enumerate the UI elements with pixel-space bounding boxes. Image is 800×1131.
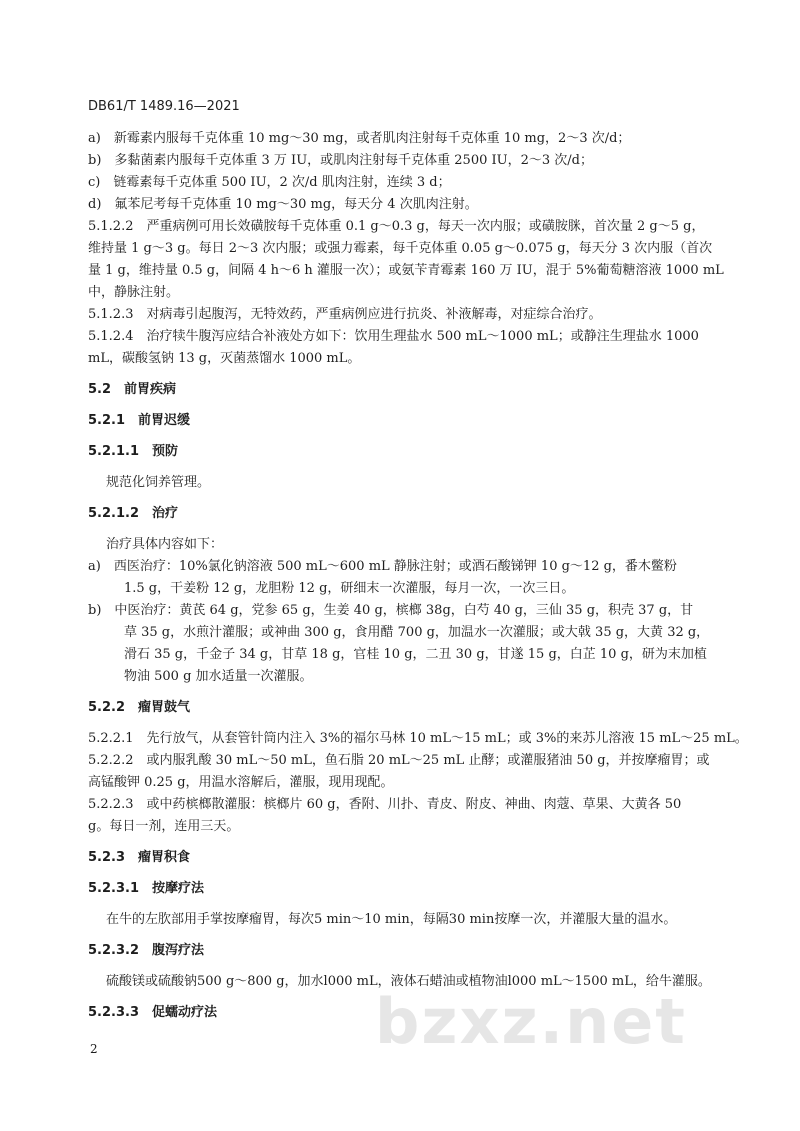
list-item-b-cont: 草 35 g，水煎汁灌服；或神曲 300 g，食用醋 700 g，加温水一次灌服；或大戟 35 g，大黄 32 g， — [124, 625, 710, 640]
section-heading-5-2-3-3: 5.2.3.3 促蠕动疗法 — [88, 1005, 217, 1020]
standard-number: DB61/T 1489.16—2021 — [88, 99, 240, 114]
section-heading-5-2-3-2: 5.2.3.2 腹泻疗法 — [88, 943, 204, 958]
section-heading-5-2-1-1: 5.2.1.1 预防 — [88, 444, 178, 459]
section-heading-5-2-3-1: 5.2.3.1 按摩疗法 — [88, 881, 204, 896]
clause-5-2-2-3: 5.2.2.3 或中药槟榔散灌服：槟榔片 60 g，香附、川扑、青皮、附皮、神曲、肉蔻、草果、大黄各 50 — [88, 797, 682, 812]
section-heading-5-2-2: 5.2.2 瘤胃鼓气 — [88, 700, 191, 715]
clause-5-2-2-2-cont: 高锰酸钾 0.25 g，用温水溶解后，灌服，现用现配。 — [88, 775, 394, 790]
section-heading-5-2-3: 5.2.3 瘤胃积食 — [88, 850, 191, 865]
list-item-b-cont: 物油 500 g 加水适量一次灌服。 — [124, 669, 313, 684]
paragraph: 治疗具体内容如下： — [106, 537, 224, 552]
list-item-a: a) 新霉素内服每千克体重 10 mg～30 mg，或者肌肉注射每千克体重 10 mg，2～3 次/d； — [88, 131, 631, 146]
section-heading-5-2: 5.2 前胃疾病 — [88, 382, 177, 397]
clause-5-1-2-2: 5.1.2.2 严重病例可用长效磺胺每千克体重 0.1 g～0.3 g，每天一次内服；或磺胺脒，首次量 2 g～5 g， — [88, 219, 705, 234]
list-item-b: b) 多黏菌素内服每千克体重 3 万 IU，或肌肉注射每千克体重 2500 IU，2～3 次/d； — [88, 153, 593, 168]
clause-5-2-2-3-cont: g。每日一剂，连用三天。 — [88, 819, 240, 834]
clause-5-1-2-4: 5.1.2.4 治疗犊牛腹泻应结合补液处方如下：饮用生理盐水 500 mL～1000 mL；或静注生理盐水 1000 — [88, 329, 699, 344]
paragraph: 硫酸镁或硫酸钠500 g～800 g，加水l000 mL，液体石蜡油或植物油l000 mL～1500 mL，给牛灌服。 — [106, 974, 711, 989]
clause-5-2-2-2: 5.2.2.2 或内服乳酸 30 mL～50 mL，鱼石脂 20 mL～25 mL 止酵；或灌服猪油 50 g，并按摩瘤胃；或 — [88, 753, 710, 768]
paragraph: 规范化饲养管理。 — [106, 475, 211, 490]
clause-5-1-2-2-cont: 中，静脉注射。 — [88, 285, 180, 300]
page-number: 2 — [90, 1042, 98, 1056]
clause-5-1-2-3: 5.1.2.3 对病毒引起腹泻，无特效药，严重病例应进行抗炎、补液解毒，对症综合治疗。 — [88, 307, 602, 322]
list-item-c: c) 链霉素每千克体重 500 IU，2 次/d 肌肉注射，连续 3 d； — [88, 175, 451, 190]
watermark: bzxz.net — [375, 985, 687, 1058]
list-item-a: a) 西医治疗：10%氯化钠溶液 500 mL～600 mL 静脉注射；或酒石酸锑钾 10 g～12 g，番木鳖粉 — [88, 559, 677, 574]
clause-5-2-2-1: 5.2.2.1 先行放气，从套管针筒内注入 3%的福尔马林 10 mL～15 mL；或 3%的来苏儿溶液 15 mL～25 mL。 — [88, 731, 748, 746]
list-item-a-cont: 1.5 g，干姜粉 12 g，龙胆粉 12 g，研细末一次灌服，每月一次，一次三日。 — [124, 581, 575, 596]
clause-5-1-2-2-cont: 维持量 1 g～3 g。每日 2～3 次内服；或强力霉素，每千克体重 0.05 g～0.075 g，每天分 3 次内服（首次 — [88, 241, 713, 256]
list-item-b: b) 中医治疗：黄芪 64 g，党参 65 g，生姜 40 g，槟榔 38g，白芍 40 g，三仙 35 g，积壳 37 g，甘 — [88, 603, 694, 618]
section-heading-5-2-1-2: 5.2.1.2 治疗 — [88, 506, 178, 521]
section-heading-5-2-1: 5.2.1 前胃迟缓 — [88, 413, 191, 428]
clause-5-1-2-2-cont: 量 1 g，维持量 0.5 g，间隔 4 h～6 h 灌服一次）；或氨苄青霉素 160 万 IU，混于 5%葡萄糖溶液 1000 mL — [88, 263, 724, 278]
list-item-b-cont: 滑石 35 g，千金子 34 g，甘草 18 g，官桂 10 g，二丑 30 g，甘遂 15 g，白芷 10 g，研为末加植 — [124, 647, 707, 662]
paragraph: 在牛的左肷部用手掌按摩瘤胃，每次5 min～10 min，每隔30 min按摩一次，并灌服大量的温水。 — [106, 912, 677, 927]
clause-5-1-2-4-cont: mL，碳酸氢钠 13 g，灭菌蒸馏水 1000 mL。 — [88, 351, 361, 366]
list-item-d: d) 氟苯尼考每千克体重 10 mg～30 mg，每天分 4 次肌肉注射。 — [88, 197, 478, 212]
